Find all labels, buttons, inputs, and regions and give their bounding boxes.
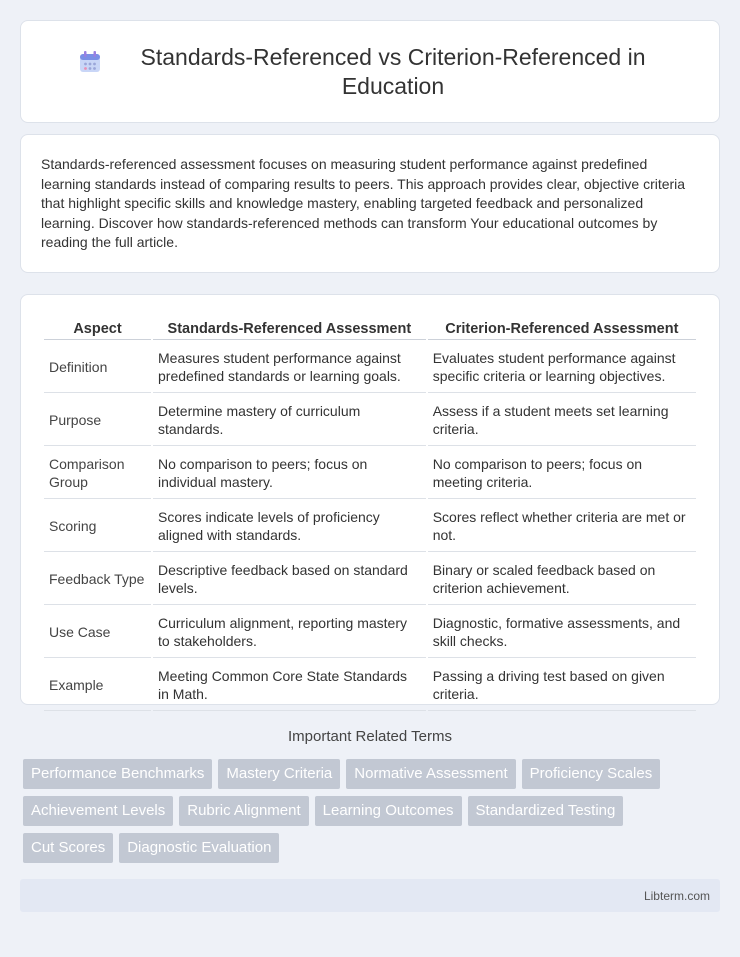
related-term-tag[interactable]: Rubric Alignment	[179, 796, 308, 826]
title-card	[20, 20, 720, 123]
intro-card	[20, 134, 720, 273]
table-row	[44, 395, 696, 446]
cell-aspect: Feedback Type	[44, 554, 151, 605]
cell-aspect: Scoring	[44, 501, 151, 552]
table-row	[44, 607, 696, 658]
related-term-tag[interactable]: Standardized Testing	[468, 796, 624, 826]
cell-standards: Meeting Common Core State Standards in Math.	[153, 660, 426, 711]
table-row	[44, 554, 696, 605]
intro-text: Standards-referenced assessment focuses on measuring student performance against predefined learning standards instead of comparing results to peers. This approach provides clear, objective criteria that highlight specific skills and knowledge mastery, enabling targeted feedback and personalized learning. Discover how standards-referenced methods can transform Your educational outcomes by reading the full article.	[41, 156, 686, 251]
table-row	[44, 342, 696, 393]
title-wrap	[77, 43, 663, 101]
page-title: Standards-Referenced vs Criterion-Referenced in Education	[140, 43, 646, 99]
header-aspect: Aspect	[44, 315, 151, 340]
cell-aspect: Use Case	[44, 607, 151, 658]
table-header-row	[44, 315, 696, 340]
related-terms-list	[20, 759, 720, 870]
footer	[20, 879, 720, 912]
cell-criterion: Passing a driving test based on given criteria.	[428, 660, 696, 711]
cell-standards: No comparison to peers; focus on individual mastery.	[153, 448, 426, 499]
cell-criterion: Binary or scaled feedback based on criterion achievement.	[428, 554, 696, 605]
table-row	[44, 660, 696, 711]
related-term-tag[interactable]: Diagnostic Evaluation	[119, 833, 279, 863]
cell-standards: Descriptive feedback based on standard levels.	[153, 554, 426, 605]
header-standards: Standards-Referenced Assessment	[153, 315, 426, 340]
table-body	[44, 342, 696, 711]
related-term-tag[interactable]: Proficiency Scales	[522, 759, 661, 789]
cell-criterion: Assess if a student meets set learning criteria.	[428, 395, 696, 446]
cell-aspect: Definition	[44, 342, 151, 393]
related-term-tag[interactable]: Learning Outcomes	[315, 796, 462, 826]
footer-brand[interactable]: Libterm.com	[643, 888, 710, 903]
cell-standards: Scores indicate levels of proficiency aligned with standards.	[153, 501, 426, 552]
cell-standards: Measures student performance against predefined standards or learning goals.	[153, 342, 426, 393]
related-terms-title: Important Related Terms	[288, 728, 452, 745]
cell-aspect: Example	[44, 660, 151, 711]
related-term-tag[interactable]: Mastery Criteria	[218, 759, 340, 789]
cell-criterion: No comparison to peers; focus on meeting criteria.	[428, 448, 696, 499]
table-row	[44, 448, 696, 499]
cell-criterion: Evaluates student performance against specific criteria or learning objectives.	[428, 342, 696, 393]
related-term-tag[interactable]: Cut Scores	[23, 833, 113, 863]
cell-aspect: Purpose	[44, 395, 151, 446]
header-criterion: Criterion-Referenced Assessment	[428, 315, 696, 340]
cell-standards: Determine mastery of curriculum standards.	[153, 395, 426, 446]
comparison-table	[42, 313, 698, 713]
table-card	[20, 294, 720, 705]
cell-aspect: Comparison Group	[44, 448, 151, 499]
calendar-icon	[77, 49, 103, 75]
cell-standards: Curriculum alignment, reporting mastery to stakeholders.	[153, 607, 426, 658]
related-term-tag[interactable]: Performance Benchmarks	[23, 759, 212, 789]
cell-criterion: Scores reflect whether criteria are met or not.	[428, 501, 696, 552]
cell-criterion: Diagnostic, formative assessments, and skill checks.	[428, 607, 696, 658]
table-row	[44, 501, 696, 552]
related-term-tag[interactable]: Achievement Levels	[23, 796, 173, 826]
related-term-tag[interactable]: Normative Assessment	[346, 759, 515, 789]
